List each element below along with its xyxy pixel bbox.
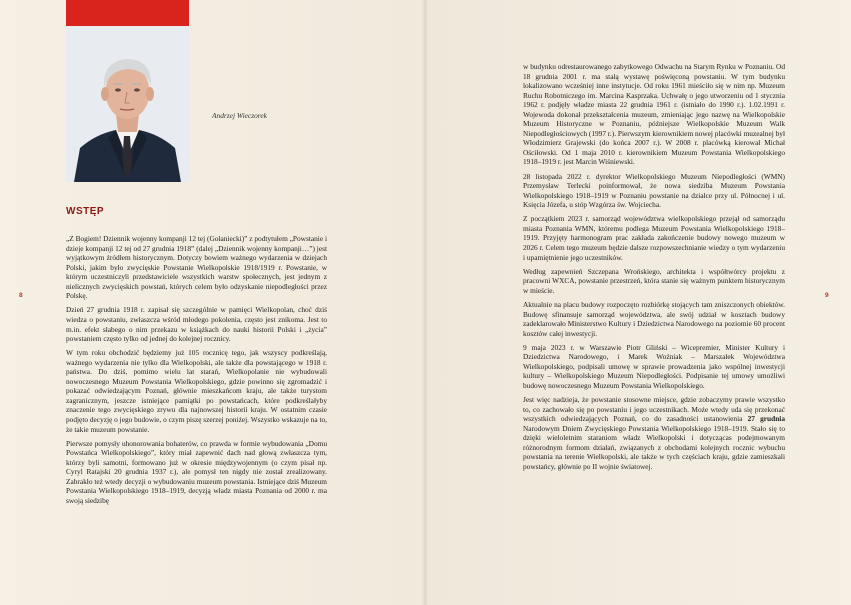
portrait-caption: Andrzej Wieczorek (212, 111, 267, 120)
paragraph: Według zapewnień Szczepana Wrońskiego, architekta i współtwórcy projektu z pracowni WXCA, powstanie przestrzeń, która stanie się ważnym punktem historycznym w mieście. (523, 266, 785, 295)
left-page (0, 0, 425, 605)
paragraph-last (523, 395, 785, 471)
paragraph: W tym roku obchodzić będziemy już 105 rocznicę tego, jak wszyscy podkreślają, ważnego wydarzenia nie tylko dla Wielkopolski, ale także dla powstającego w 1918 r. państwa. Do dziś, pomimo wielu lat starań, Wielkopolanie nie wybudowali nowoczesnego Muzeum Powstania Wielkopolskiego, gdzie powinno się zgromadzić i pokazać odwiedzającym Poznań, głównie mieszkańcom kraju, ale także turystom zagranicznym, jeszcze istniejące pamiątki po powstańcach, które podkreślałyby znaczenie tego zwycięskiego zrywu dla najnowszej historii kraju. W ostatnim czasie podjęto decyzję o jego budowie, o czym piszę szerzej poniżej. Wszystko wskazuje na to, że takie muzeum powstanie. (66, 348, 327, 434)
paragraph-text: Jest więc nadzieja, że powstanie stosowne miejsce, gdzie zobaczymy prawie wszystko to, co zachowało się po powstaniu i jego uczestnikach. Może wtedy uda się przekonać wszystkich odwiedzających Poznań, co do zasadności ustanowienia (523, 395, 785, 424)
left-text-column (66, 234, 327, 510)
portrait-photo (66, 26, 189, 182)
paragraph: 28 listopada 2022 r. dyrektor Wielkopolskiego Muzeum Niepodległości (WMN) Przemysław Terlecki poinformował, że nowa siedziba Muzeum Powstania Wielkopolskiego 1918–1919 w Poznaniu powstanie na działce przy ul. Północnej i ul. Księcia Józefa, u stóp Wzgórza św. Wojciecha. (523, 171, 785, 210)
book-gutter (422, 0, 428, 605)
paragraph: 9 maja 2023 r. w Warszawie Piotr Gliński – Wicepremier, Minister Kultury i Dziedzictwa Narodowego, i Marek Woźniak – Marszałek Województwa Wielkopolskiego, podpisali umowę w sprawie prowadzenia jako wspólnej inwestycji kultury – Wielkopolskiego Muzeum Niepodległości. Podpisanie tej umowy umożliwi budowę nowoczesnego Muzeum Powstania Wielkopolskiego. (523, 342, 785, 390)
author-portrait (66, 26, 189, 182)
paragraph-text: Narodowym Dniem Zwycięskiego Powstania Wielkopolskiego 1918–1919. Stało się to dzięki wieloletnim staraniom władz Wielkopolski i dotyczącas podejmowanym różnorodnym formom działań, związanych z obchodami kolejnych rocznic wybuchu powstania na terenie Wielkopolski, ale także w tych częściach kraju, gdzie zamieszkali powstańcy, głównie po II wojnie światowej. (523, 423, 785, 471)
red-accent-bar (66, 0, 189, 26)
paragraph: Pierwsze pomysły uhonorowania bohaterów, co prawda w formie wybudowania „Domu Powstańca Wielkopolskiego”, który miał zapewnić dach nad głową zwłaszcza tym, którzy byli samotni, formowano już w okresie międzywojennym (o czym pisał np. Cyryl Ratajski 20 grudnia 1937 r.), ale pomysł ten nigdy nie został zrealizowany. Zabrakło też wtedy decyzji o wybudowaniu muzeum powstania. Istniejące dziś Muzeum Powstania Wielkopolskiego 1918–1919, decyzją władz miasta Poznania od 2000 r. ma swoją siedzibę (66, 438, 327, 505)
paragraph: Z początkiem 2023 r. samorząd województwa wielkopolskiego przejął od samorządu miasta Poznania WMN, któremu podlega Muzeum Powstania Wielkopolskiego 1918–1919. Przyjęty harmonogram prac zakłada zakończenie budowy nowego muzeum w 2026 r. Celem tego muzeum będzie dalsze rozpowszechnianie wiedzy o tym wydarzeniu i upamiętnienie jego uczestników. (523, 214, 785, 262)
page-number-left: 8 (19, 292, 23, 299)
right-text-column (523, 62, 785, 476)
section-heading: WSTĘP (66, 206, 105, 217)
page-number-right: 9 (825, 292, 829, 299)
paragraph: Aktualnie na placu budowy rozpoczęto rozbiórkę stojących tam zniszczonych obiektów. Budowę sfinansuje samorząd województwa, ale swój udział w kosztach budowy zadeklarowało Ministerstwo Kultury i Dziedzictwa Narodowego na poziomie 60 procent kosztów całej inwestycji. (523, 299, 785, 338)
paragraph: w budynku odrestaurowanego zabytkowego Odwachu na Starym Rynku w Poznaniu. Od 18 grudnia 2001 r. ma stałą wystawę poświęconą powstaniu. W tym budynku lokalizowano wcześniej inne instytucje. Od roku 1961 mieściło się w nim np. Muzeum Ruchu Robotniczego im. Marcina Kasprzaka. Uchwałę o jego utworzeniu od 1 stycznia 1962 r. podjęły władze miasta 22 grudnia 1961 r. (istniało do 1990 r.). 1.02.1991 r. Wojewoda dokonał przekształcenia muzeum, zmieniając jego nazwę na Wielkopolskie Muzeum Historyczne w Poznaniu, późniejsze Wielkopolskie Muzeum Walk Niepodległościowych (1997 r.). Pierwszym kierownikiem nowej placówki muzealnej był Włodzimierz Grajewski (do końca 2007 r.). W 2008 r. placówką kierował Michał Ościłowski. Od 1 maja 2010 r. kierownikiem Muzeum Powstania Wielkopolskiego 1918–1919 r. jest Marcin Wiśniewski. (523, 62, 785, 167)
paragraph: Dzień 27 grudnia 1918 r. zapisał się szczególnie w pamięci Wielkopolan, choć dziś wiedza o powstaniu, zwłaszcza wśród młodego pokolenia, często jest znikoma. Jest to m.in. efekt słabego o nim przekazu w książkach do nauki historii Polski i „życia” powstaniem często tylko od jednej do kolejnej rocznicy. (66, 305, 327, 344)
bold-date: 27 grudnia (747, 414, 786, 424)
paragraph: „Z Bogiem! Dziennik wojenny kompanji 12 tej (Gołaniecki)” z podtytułem „Powstanie i dzieje kompanji 12 tej od 27 grudnia 1918” (dalej „Dziennik wojenny kompanji…”) jest wyjątkowym źródłem historycznym. Dotyczy bowiem ważnego wydarzenia w dziejach Polski, jakim było zwycięskie Powstanie Wielkopolskie 1918/1919 r. Powstanie, w którym uczestniczyli przedstawiciele wszystkich warstw społecznych, jest jednym z nielicznych zwycięskich powstań, których celem było odzyskanie niepodległości przez Polskę. (66, 234, 327, 301)
